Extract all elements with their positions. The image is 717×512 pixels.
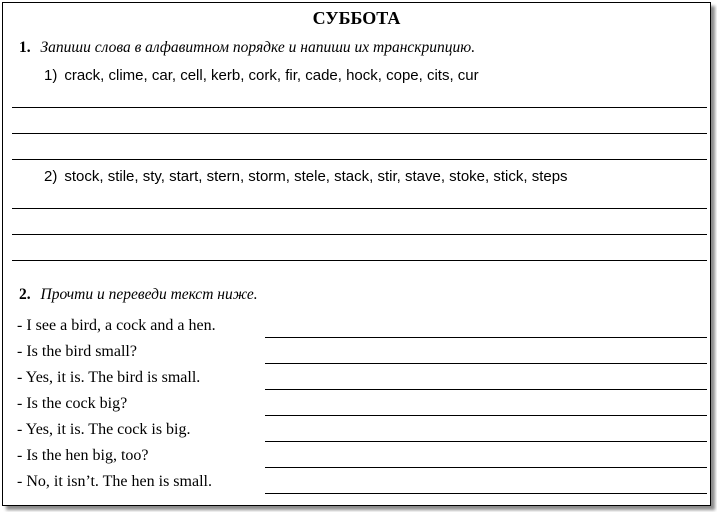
answer-line (265, 363, 707, 364)
writing-line (12, 133, 707, 134)
sentence-line: - Yes, it is. The cock is big. (17, 421, 191, 438)
answer-line (265, 337, 707, 338)
sentence-line: - Is the hen big, too? (17, 447, 149, 464)
task1-header (19, 39, 475, 57)
worksheet (2, 2, 711, 506)
writing-line (12, 208, 707, 209)
word-list-1 (44, 67, 479, 84)
sentence-line: - I see a bird, a cock and a hen. (17, 317, 216, 334)
sentence-line: - Is the cock big? (17, 395, 128, 412)
page-title: СУББОТА (312, 8, 401, 28)
word-list-2-index: 2) (44, 168, 58, 185)
writing-line (12, 107, 707, 108)
word-list-2 (44, 168, 568, 185)
sentence-line: - Yes, it is. The bird is small. (17, 369, 201, 386)
word-list-1-index: 1) (44, 67, 58, 84)
answer-line (265, 389, 707, 390)
writing-line (12, 234, 707, 235)
writing-line (12, 260, 707, 261)
task2-header (19, 286, 258, 304)
task1-instruction: Запиши слова в алфавитном порядке и напиши их транскрипцию. (40, 39, 476, 56)
word-list-2-words: stock, stile, sty, start, stern, storm, stele, stack, stir, stave, stoke, stick, steps (64, 168, 568, 185)
sentence-line: - No, it isn’t. The hen is small. (17, 473, 212, 490)
sentence-line: - Is the bird small? (17, 343, 137, 360)
answer-line (265, 415, 707, 416)
task2-instruction: Прочти и переведи текст ниже. (40, 286, 258, 303)
answer-line (265, 441, 707, 442)
answer-line (265, 493, 707, 494)
word-list-1-words: crack, clime, car, cell, kerb, cork, fir, cade, hock, cope, cits, cur (64, 67, 479, 84)
writing-line (12, 159, 707, 160)
task1-number: 1. (19, 39, 31, 56)
answer-line (265, 467, 707, 468)
task2-number: 2. (19, 286, 31, 303)
